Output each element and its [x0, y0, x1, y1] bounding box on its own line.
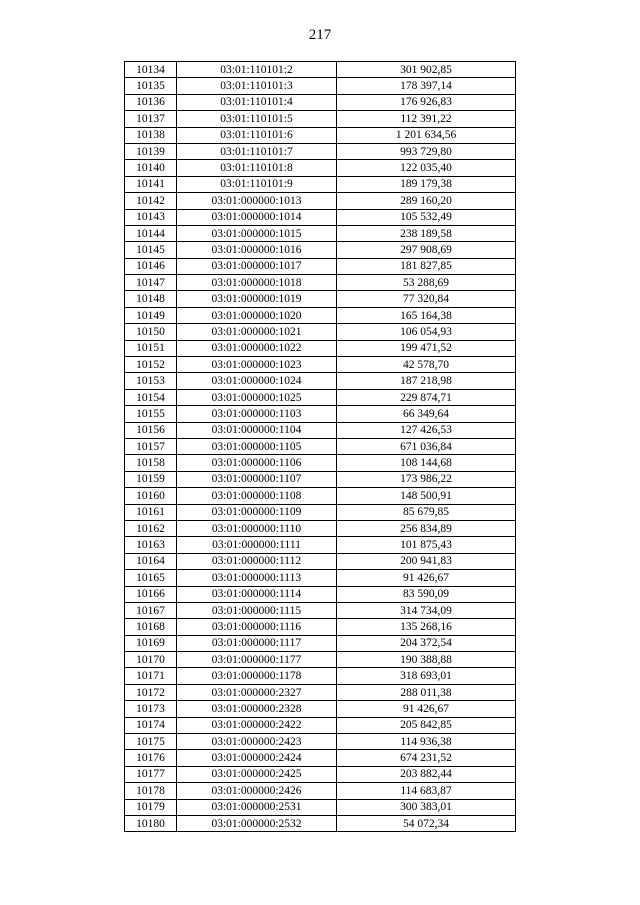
row-number-cell: 10157 [125, 438, 177, 454]
cadastral-number-cell: 03:01:000000:1109 [177, 504, 337, 520]
value-cell: 114 683,87 [337, 783, 516, 799]
value-cell: 189 179,38 [337, 176, 516, 192]
cadastral-number-cell: 03:01:000000:1115 [177, 602, 337, 618]
page-number: 217 [308, 27, 332, 43]
cadastral-number-cell: 03:01:000000:2426 [177, 783, 337, 799]
cadastral-number-cell: 03:01:000000:1020 [177, 307, 337, 323]
row-number-cell: 10143 [125, 209, 177, 225]
value-cell: 66 349,64 [337, 406, 516, 422]
row-number-cell: 10139 [125, 143, 177, 159]
cadastral-number-cell: 03:01:110101:6 [177, 127, 337, 143]
cadastral-number-cell: 03:01:000000:1016 [177, 242, 337, 258]
table-row [125, 160, 516, 176]
row-number-cell: 10144 [125, 225, 177, 241]
value-cell: 288 011,38 [337, 684, 516, 700]
row-number-cell: 10177 [125, 766, 177, 782]
row-number-cell: 10158 [125, 455, 177, 471]
cadastral-number-cell: 03:01:000000:1015 [177, 225, 337, 241]
value-cell: 204 372,54 [337, 635, 516, 651]
row-number-cell: 10145 [125, 242, 177, 258]
value-cell: 1 201 634,56 [337, 127, 516, 143]
table-row [125, 389, 516, 405]
row-number-cell: 10135 [125, 78, 177, 94]
table-row [125, 127, 516, 143]
value-cell: 200 941,83 [337, 553, 516, 569]
cadastral-number-cell: 03:01:000000:1110 [177, 520, 337, 536]
value-cell: 199 471,52 [337, 340, 516, 356]
value-cell: 187 218,98 [337, 373, 516, 389]
cadastral-number-cell: 03:01:110101:7 [177, 143, 337, 159]
row-number-cell: 10151 [125, 340, 177, 356]
cadastral-number-cell: 03:01:000000:1025 [177, 389, 337, 405]
table-row [125, 537, 516, 553]
cadastral-number-cell: 03:01:000000:2327 [177, 684, 337, 700]
table-row [125, 668, 516, 684]
value-cell: 91 426,67 [337, 570, 516, 586]
value-cell: 205 842,85 [337, 717, 516, 733]
table-row [125, 209, 516, 225]
value-cell: 122 035,40 [337, 160, 516, 176]
table-row [125, 438, 516, 454]
table-row [125, 471, 516, 487]
table-row [125, 373, 516, 389]
table-row [125, 570, 516, 586]
value-cell: 53 288,69 [337, 275, 516, 291]
cadastral-number-cell: 03:01:000000:1178 [177, 668, 337, 684]
value-cell: 301 902,85 [337, 62, 516, 78]
row-number-cell: 10164 [125, 553, 177, 569]
row-number-cell: 10155 [125, 406, 177, 422]
cadastral-number-cell: 03:01:000000:1013 [177, 193, 337, 209]
cadastral-number-cell: 03:01:110101:9 [177, 176, 337, 192]
table-row [125, 176, 516, 192]
value-cell: 190 388,88 [337, 652, 516, 668]
row-number-cell: 10149 [125, 307, 177, 323]
table-row [125, 455, 516, 471]
row-number-cell: 10141 [125, 176, 177, 192]
cadastral-number-cell: 03:01:110101:4 [177, 94, 337, 110]
cadastral-number-cell: 03:01:000000:2328 [177, 701, 337, 717]
value-cell: 85 679,85 [337, 504, 516, 520]
value-cell: 83 590,09 [337, 586, 516, 602]
cadastral-number-cell: 03:01:000000:1018 [177, 275, 337, 291]
row-number-cell: 10165 [125, 570, 177, 586]
table-row [125, 684, 516, 700]
value-cell: 114 936,38 [337, 734, 516, 750]
table-row [125, 143, 516, 159]
cadastral-number-cell: 03:01:000000:1112 [177, 553, 337, 569]
value-cell: 229 874,71 [337, 389, 516, 405]
table-row [125, 504, 516, 520]
row-number-cell: 10140 [125, 160, 177, 176]
value-cell: 91 426,67 [337, 701, 516, 717]
cadastral-number-cell: 03:01:000000:1106 [177, 455, 337, 471]
cadastral-number-cell: 03:01:000000:1111 [177, 537, 337, 553]
cadastral-number-cell: 03:01:000000:1023 [177, 357, 337, 373]
row-number-cell: 10142 [125, 193, 177, 209]
table-row [125, 78, 516, 94]
cadastral-number-cell: 03:01:000000:2422 [177, 717, 337, 733]
row-number-cell: 10159 [125, 471, 177, 487]
cadastral-number-cell: 03:01:000000:2531 [177, 799, 337, 815]
table-body [125, 62, 516, 832]
value-cell: 178 397,14 [337, 78, 516, 94]
table-row [125, 520, 516, 536]
row-number-cell: 10152 [125, 357, 177, 373]
cadastral-number-cell: 03:01:000000:1019 [177, 291, 337, 307]
table-row [125, 652, 516, 668]
row-number-cell: 10180 [125, 815, 177, 831]
value-cell: 176 926,83 [337, 94, 516, 110]
cadastral-number-cell: 03:01:000000:1024 [177, 373, 337, 389]
cadastral-value-table [124, 61, 516, 832]
row-number-cell: 10170 [125, 652, 177, 668]
row-number-cell: 10173 [125, 701, 177, 717]
table-row [125, 750, 516, 766]
row-number-cell: 10168 [125, 619, 177, 635]
cadastral-number-cell: 03:01:000000:1017 [177, 258, 337, 274]
row-number-cell: 10137 [125, 111, 177, 127]
cadastral-number-cell: 03:01:000000:2425 [177, 766, 337, 782]
cadastral-number-cell: 03:01:110101:5 [177, 111, 337, 127]
cadastral-number-cell: 03:01:000000:2532 [177, 815, 337, 831]
row-number-cell: 10179 [125, 799, 177, 815]
value-cell: 173 986,22 [337, 471, 516, 487]
table-row [125, 193, 516, 209]
row-number-cell: 10167 [125, 602, 177, 618]
table-row [125, 242, 516, 258]
value-cell: 318 693,01 [337, 668, 516, 684]
table-row [125, 586, 516, 602]
table-row [125, 799, 516, 815]
row-number-cell: 10176 [125, 750, 177, 766]
row-number-cell: 10156 [125, 422, 177, 438]
cadastral-number-cell: 03:01:000000:2423 [177, 734, 337, 750]
value-cell: 105 532,49 [337, 209, 516, 225]
row-number-cell: 10163 [125, 537, 177, 553]
value-cell: 112 391,22 [337, 111, 516, 127]
cadastral-number-cell: 03:01:000000:1177 [177, 652, 337, 668]
row-number-cell: 10154 [125, 389, 177, 405]
table-row [125, 340, 516, 356]
cadastral-number-cell: 03:01:000000:1104 [177, 422, 337, 438]
value-cell: 77 320,84 [337, 291, 516, 307]
table-row [125, 619, 516, 635]
cadastral-number-cell: 03:01:110101:3 [177, 78, 337, 94]
row-number-cell: 10175 [125, 734, 177, 750]
value-cell: 106 054,93 [337, 324, 516, 340]
table-row [125, 553, 516, 569]
value-cell: 289 160,20 [337, 193, 516, 209]
table-row [125, 488, 516, 504]
value-cell: 300 383,01 [337, 799, 516, 815]
row-number-cell: 10148 [125, 291, 177, 307]
table-row [125, 94, 516, 110]
value-cell: 165 164,38 [337, 307, 516, 323]
cadastral-number-cell: 03:01:000000:1103 [177, 406, 337, 422]
value-cell: 108 144,68 [337, 455, 516, 471]
row-number-cell: 10171 [125, 668, 177, 684]
cadastral-number-cell: 03:01:000000:1114 [177, 586, 337, 602]
value-cell: 203 882,44 [337, 766, 516, 782]
value-cell: 181 827,85 [337, 258, 516, 274]
cadastral-number-cell: 03:01:110101:8 [177, 160, 337, 176]
row-number-cell: 10169 [125, 635, 177, 651]
row-number-cell: 10160 [125, 488, 177, 504]
row-number-cell: 10134 [125, 62, 177, 78]
cadastral-number-cell: 03:01:000000:1107 [177, 471, 337, 487]
value-cell: 54 072,34 [337, 815, 516, 831]
table-row [125, 602, 516, 618]
table-row [125, 111, 516, 127]
table-row [125, 766, 516, 782]
table-row [125, 701, 516, 717]
value-cell: 101 875,43 [337, 537, 516, 553]
row-number-cell: 10147 [125, 275, 177, 291]
value-cell: 671 036,84 [337, 438, 516, 454]
table-row [125, 291, 516, 307]
table-row [125, 324, 516, 340]
cadastral-number-cell: 03:01:000000:1105 [177, 438, 337, 454]
table-row [125, 62, 516, 78]
cadastral-number-cell: 03:01:000000:1117 [177, 635, 337, 651]
table-row [125, 717, 516, 733]
cadastral-number-cell: 03:01:000000:1113 [177, 570, 337, 586]
value-cell: 127 426,53 [337, 422, 516, 438]
table-row [125, 357, 516, 373]
cadastral-number-cell: 03:01:110101:2 [177, 62, 337, 78]
row-number-cell: 10161 [125, 504, 177, 520]
cadastral-number-cell: 03:01:000000:1022 [177, 340, 337, 356]
row-number-cell: 10166 [125, 586, 177, 602]
value-cell: 674 231,52 [337, 750, 516, 766]
table-row [125, 783, 516, 799]
table-row [125, 422, 516, 438]
table-row [125, 307, 516, 323]
value-cell: 135 268,16 [337, 619, 516, 635]
row-number-cell: 10138 [125, 127, 177, 143]
value-cell: 238 189,58 [337, 225, 516, 241]
row-number-cell: 10172 [125, 684, 177, 700]
value-cell: 256 834,89 [337, 520, 516, 536]
cadastral-number-cell: 03:01:000000:1021 [177, 324, 337, 340]
row-number-cell: 10146 [125, 258, 177, 274]
table-row [125, 406, 516, 422]
cadastral-number-cell: 03:01:000000:1014 [177, 209, 337, 225]
table-row [125, 275, 516, 291]
cadastral-number-cell: 03:01:000000:1108 [177, 488, 337, 504]
cadastral-number-cell: 03:01:000000:2424 [177, 750, 337, 766]
cadastral-number-cell: 03:01:000000:1116 [177, 619, 337, 635]
row-number-cell: 10178 [125, 783, 177, 799]
row-number-cell: 10150 [125, 324, 177, 340]
value-cell: 42 578,70 [337, 357, 516, 373]
table-row [125, 734, 516, 750]
row-number-cell: 10174 [125, 717, 177, 733]
value-cell: 993 729,80 [337, 143, 516, 159]
value-cell: 297 908,69 [337, 242, 516, 258]
row-number-cell: 10136 [125, 94, 177, 110]
table-row [125, 225, 516, 241]
table-row [125, 258, 516, 274]
table-row [125, 815, 516, 831]
row-number-cell: 10153 [125, 373, 177, 389]
row-number-cell: 10162 [125, 520, 177, 536]
value-cell: 148 500,91 [337, 488, 516, 504]
table-row [125, 635, 516, 651]
value-cell: 314 734,09 [337, 602, 516, 618]
